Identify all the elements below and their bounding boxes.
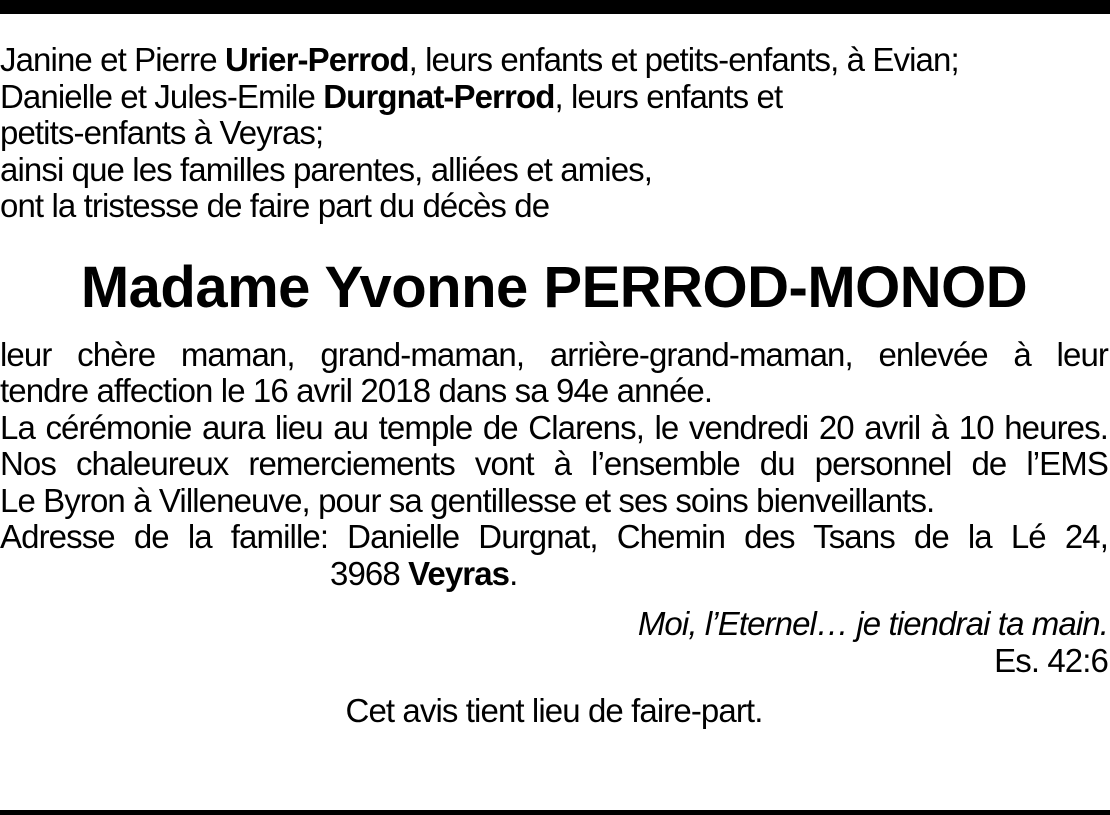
address-period: . — [509, 554, 518, 592]
closing-note: Cet avis tient lieu de faire-part. — [345, 692, 763, 729]
intro-line-4: ainsi que les familles parentes, alliées et amies, — [0, 150, 653, 188]
body-line-4: Nos chaleureux remerciements vont à l’ensemble du personnel de l’EMS — [0, 445, 1108, 482]
intro-line-1 — [0, 42, 1108, 79]
obituary-notice — [0, 42, 1108, 730]
bible-verse: Moi, l’Eternel… je tiendrai ta main. — [637, 605, 1108, 642]
family-address-line-1: Adresse de la famille: Danielle Durgnat, Chemin des Tsans de la Lé 24, — [0, 518, 1108, 555]
bottom-border-rule — [0, 810, 1110, 815]
family-name-durgnat-perrod: Durgnat-Perrod — [323, 77, 555, 115]
body-line-1: leur chère maman, grand-maman, arrière-grand-maman, enlevée à leur — [0, 335, 1108, 373]
intro-line-1-prefix: Janine et Pierre — [0, 41, 225, 78]
body-line-5: Le Byron à Villeneuve, pour sa gentillesse et ses soins bienveillants. — [0, 481, 935, 519]
body-line-2: tendre affection le 16 avril 2018 dans sa 94e année. — [0, 372, 713, 409]
intro-line-2-suffix: , leurs enfants et — [554, 77, 783, 115]
intro-line-1-suffix: , leurs enfants et petits-enfants, à Evian; — [408, 41, 959, 78]
verse-reference: Es. 42:6 — [994, 641, 1108, 679]
intro-line-5: ont la tristesse de faire part du décès de — [0, 187, 550, 224]
deceased-name: Madame Yvonne PERROD-MONOD — [80, 254, 1028, 320]
city-veyras: Veyras — [408, 554, 510, 592]
body-line-3: La cérémonie aura lieu au temple de Clarens, le vendredi 20 avril à 10 heures. — [0, 408, 1108, 446]
intro-line-2-prefix: Danielle et Jules-Emile — [0, 77, 324, 115]
family-address-line-2 — [0, 556, 1108, 593]
postal-code: 3968 — [330, 554, 409, 592]
top-border-rule — [0, 0, 1110, 14]
family-name-urier-perrod: Urier-Perrod — [225, 41, 409, 78]
intro-line-2 — [0, 79, 1108, 116]
intro-line-3: petits-enfants à Veyras; — [0, 114, 324, 151]
